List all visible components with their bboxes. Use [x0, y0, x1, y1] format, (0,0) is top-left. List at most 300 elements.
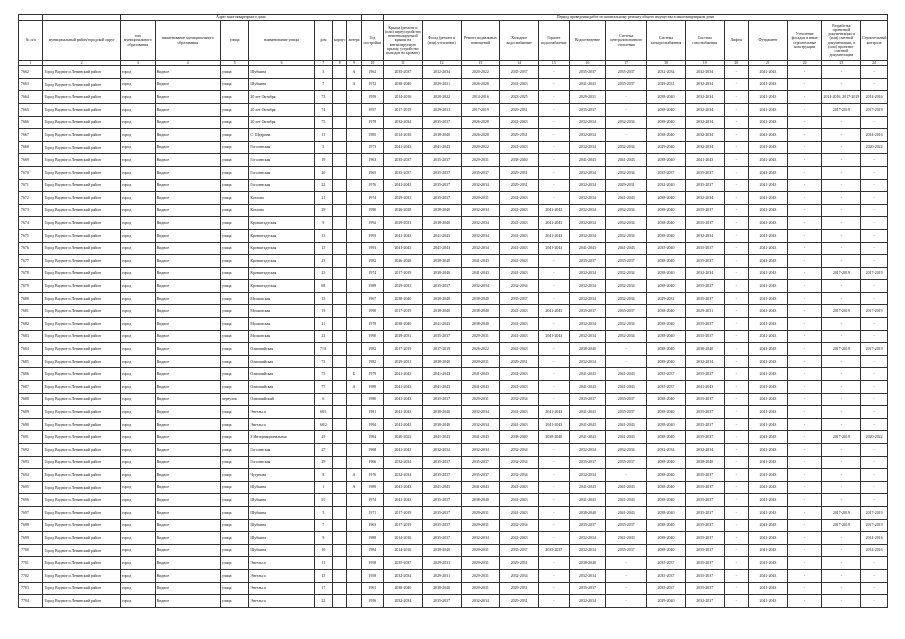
table-cell: город [120, 242, 155, 255]
table-cell: - [724, 204, 748, 217]
table-row [19, 532, 888, 545]
table-row [19, 280, 888, 293]
table-cell: город [120, 141, 155, 154]
table-cell [347, 418, 361, 431]
table-cell: 2038-2040 [647, 544, 686, 557]
schedule-table [18, 14, 888, 608]
table-cell: - [724, 456, 748, 469]
table-cell: 7677 [19, 255, 43, 268]
table-cell: Видное [155, 418, 220, 431]
table-cell: 7663 [19, 78, 43, 91]
table-cell: 2017-2019 [384, 103, 423, 116]
table-cell: город [120, 116, 155, 129]
table-cell: 2035-2037 [569, 456, 606, 469]
table-cell: 2041-2043 [749, 91, 788, 104]
table-cell: город [120, 318, 155, 331]
table-cell: - [822, 242, 861, 255]
table-cell: улица [220, 418, 249, 431]
column-header-row [19, 21, 888, 61]
table-cell: - [539, 116, 570, 129]
table-cell: город [120, 330, 155, 343]
table-cell: улица [220, 267, 249, 280]
table-cell: улица [220, 66, 249, 79]
table-cell: 2038-2040 [685, 456, 724, 469]
column-number: 23 [822, 61, 861, 66]
table-cell: улица [220, 154, 249, 167]
table-cell: - [539, 141, 570, 154]
table-cell: 2041-2043 [606, 192, 647, 205]
table-cell: улица [220, 494, 249, 507]
table-cell: 2032-2034 [461, 229, 500, 242]
table-cell: 7701 [19, 557, 43, 570]
table-cell: 2035-2037 [685, 217, 724, 230]
column-header: Фундамент [749, 21, 788, 61]
table-cell: 2035-2037 [685, 166, 724, 179]
table-cell: - [539, 368, 570, 381]
table-cell: улица [220, 406, 249, 419]
table-cell: 1967 [361, 292, 383, 305]
table-cell: 2035-2037 [569, 519, 606, 532]
table-cell [333, 595, 347, 608]
table-cell: 2032-2034 [685, 229, 724, 242]
table-cell: Московская [249, 330, 314, 343]
table-cell: 2041-2043 [606, 481, 647, 494]
table-cell: - [861, 154, 888, 167]
table-cell: 2035-2037 [461, 456, 500, 469]
table-cell: 1993 [361, 242, 383, 255]
table-cell: Б [347, 368, 361, 381]
table-cell: 2041-2043 [749, 406, 788, 419]
table-row [19, 469, 888, 482]
table-cell: 2038-2040 [422, 305, 461, 318]
table-cell: город [120, 506, 155, 519]
table-cell: город [120, 544, 155, 557]
table-cell: - [861, 66, 888, 79]
table-cell: Видное [155, 242, 220, 255]
table-row [19, 166, 888, 179]
table-cell: - [787, 204, 822, 217]
table-cell: 2038-2040 [500, 431, 539, 444]
table-cell [347, 166, 361, 179]
table-cell: улица [220, 192, 249, 205]
table-cell: Город Видное и Ленинский район [43, 406, 121, 419]
table-cell: 2029-2031 [461, 192, 500, 205]
table-row [19, 557, 888, 570]
table-cell [333, 154, 347, 167]
table-cell: - [822, 532, 861, 545]
table-cell: 2041-2043 [500, 141, 539, 154]
table-cell: 2035-2037 [685, 569, 724, 582]
table-cell: улица [220, 519, 249, 532]
table-cell: 2041-2043 [749, 595, 788, 608]
table-cell: 2041-2043 [685, 154, 724, 167]
table-cell: - [822, 557, 861, 570]
table-cell: 7696 [19, 494, 43, 507]
table-cell: - [787, 519, 822, 532]
table-cell: - [861, 481, 888, 494]
column-number: 20 [724, 61, 748, 66]
table-cell: 2038-2040 [647, 494, 686, 507]
table-cell: 2038-2040 [647, 305, 686, 318]
table-cell [333, 368, 347, 381]
table-cell: 2041-2043 [749, 141, 788, 154]
table-cell: улица [220, 292, 249, 305]
table-cell: 2041-2043 [461, 255, 500, 268]
table-cell: - [539, 582, 570, 595]
table-cell: - [724, 305, 748, 318]
table-cell: 1980 [361, 393, 383, 406]
column-header: Утепление фасадов и иные строительные конструкции [787, 21, 822, 61]
table-cell: 2035-2037 [500, 292, 539, 305]
table-cell [333, 469, 347, 482]
table-cell: - [724, 557, 748, 570]
table-cell: 2041-2043 [384, 444, 423, 457]
table-cell: Город Видное и Ленинский район [43, 292, 121, 305]
table-cell: Город Видное и Ленинский район [43, 557, 121, 570]
table-cell [347, 204, 361, 217]
table-cell: Видное [155, 141, 220, 154]
table-cell: Видное [155, 267, 220, 280]
table-cell: 2041-2043 [749, 204, 788, 217]
table-cell: 15 [314, 242, 332, 255]
table-cell: 2032-2034 [606, 444, 647, 457]
table-cell: 2032-2034 [461, 179, 500, 192]
table-cell: 2038-2040 [647, 532, 686, 545]
column-header: Горячее водоснабжение [539, 21, 570, 61]
table-cell: 16 [314, 544, 332, 557]
table-cell: - [822, 406, 861, 419]
table-cell: 1984 [361, 544, 383, 557]
table-cell [347, 506, 361, 519]
capital-repair-schedule-sheet [18, 14, 888, 608]
table-cell: - [861, 280, 888, 293]
table-cell: 1988 [361, 532, 383, 545]
table-cell: 2032-2034 [384, 569, 423, 582]
table-cell [347, 267, 361, 280]
column-header: Лифты [724, 21, 748, 61]
table-cell: - [724, 66, 748, 79]
table-cell: 2029-2031 [384, 217, 423, 230]
table-cell: Шубкина [249, 481, 314, 494]
group-header-periods: Период проведения работ по капитальному ремонту общего имущества в многоквартирном доме [384, 15, 888, 21]
table-cell: 2041-2043 [606, 506, 647, 519]
table-cell: - [787, 129, 822, 142]
table-cell: 2038-2040 [422, 544, 461, 557]
table-cell [333, 330, 347, 343]
table-cell: город [120, 393, 155, 406]
table-cell: - [787, 481, 822, 494]
table-cell: 2041-2043 [749, 343, 788, 356]
table-cell: 7 [314, 78, 332, 91]
table-cell: 2032-2034 [606, 330, 647, 343]
table-row [19, 141, 888, 154]
table-cell: 2032-2034 [606, 280, 647, 293]
table-cell: 2035-2037 [685, 469, 724, 482]
table-cell: 2038-2040 [647, 406, 686, 419]
table-cell: 2041-2043 [539, 204, 570, 217]
table-cell: - [606, 582, 647, 595]
table-cell: 1 [314, 481, 332, 494]
table-cell: 3 [314, 66, 332, 79]
table-cell: 2041-2043 [569, 494, 606, 507]
table-cell: 2038-2040 [647, 229, 686, 242]
table-cell [333, 381, 347, 394]
table-cell [347, 355, 361, 368]
table-cell: 2041-2043 [500, 368, 539, 381]
table-cell: город [120, 166, 155, 179]
table-cell: 2017-2019 [822, 343, 861, 356]
table-cell: - [539, 557, 570, 570]
column-header: Разработка проектной документации и (или) сметной документации, в (или) проектно-сметной документации [822, 21, 861, 61]
table-cell: Гоголевская [249, 166, 314, 179]
table-cell: 2032-2034 [461, 280, 500, 293]
table-row [19, 519, 888, 532]
table-cell: - [787, 229, 822, 242]
table-cell: 2029-2031 [461, 330, 500, 343]
table-cell: - [724, 267, 748, 280]
table-cell: 2035-2037 [422, 330, 461, 343]
group-header-address: Адрес многоквартирного дома [120, 15, 361, 21]
table-cell: 2041-2043 [384, 481, 423, 494]
column-header: наименование улицы [249, 21, 314, 61]
table-cell: 9 [314, 532, 332, 545]
table-cell: 2029-2031 [461, 582, 500, 595]
table-cell: 2020-2022 [861, 431, 888, 444]
table-cell: 2038-2040 [647, 129, 686, 142]
table-cell: 17 [314, 582, 332, 595]
table-cell: 2041-2043 [749, 103, 788, 116]
table-cell: город [120, 444, 155, 457]
table-cell: 2017-2019 [822, 267, 861, 280]
table-cell: Шубкина [249, 544, 314, 557]
table-cell: - [724, 242, 748, 255]
column-header: Фасад (ремонт и (или) утепление) [422, 21, 461, 61]
table-cell: Город Видное и Ленинский район [43, 103, 121, 116]
table-cell: 2035-2037 [685, 292, 724, 305]
column-number: 3 [120, 61, 155, 66]
table-cell: Кронштадтская [249, 229, 314, 242]
table-cell: 2035-2037 [422, 154, 461, 167]
table-cell: 19 [314, 154, 332, 167]
table-cell [333, 494, 347, 507]
table-cell: 2041-2043 [749, 78, 788, 91]
table-cell: 6 [314, 393, 332, 406]
table-cell: 2041-2043 [500, 217, 539, 230]
table-cell: 2038-2040 [647, 318, 686, 331]
table-cell: 2041-2043 [749, 519, 788, 532]
table-cell: 7673 [19, 204, 43, 217]
table-cell: 2041-2043 [749, 431, 788, 444]
table-cell: - [787, 532, 822, 545]
table-cell: - [822, 141, 861, 154]
column-number: 7 [314, 61, 332, 66]
table-cell: 2035-2037 [384, 166, 423, 179]
table-cell: - [787, 494, 822, 507]
table-cell: улица [220, 569, 249, 582]
table-cell: 29 [314, 456, 332, 469]
table-cell: Город Видное и Ленинский район [43, 381, 121, 394]
table-cell: Город Видное и Ленинский район [43, 368, 121, 381]
table-cell: 2029-2031 [461, 506, 500, 519]
table-cell: - [861, 355, 888, 368]
table-row [19, 582, 888, 595]
table-cell: 2041-2043 [500, 506, 539, 519]
table-cell: 2035-2037 [606, 66, 647, 79]
table-cell: Город Видное и Ленинский район [43, 595, 121, 608]
table-cell: 2032-2034 [569, 166, 606, 179]
table-cell: 2035-2037 [422, 192, 461, 205]
table-cell: 2032-2034 [569, 292, 606, 305]
table-cell: - [787, 305, 822, 318]
table-cell: 2035-2037 [384, 66, 423, 79]
table-cell [347, 431, 361, 444]
table-cell: 2026-2028 [384, 204, 423, 217]
table-cell: 21 [314, 318, 332, 331]
column-header: Ремонт подвальных помещений [461, 21, 500, 61]
table-cell: улица [220, 129, 249, 142]
table-cell: Гоголевская [249, 154, 314, 167]
table-cell: 1974 [361, 192, 383, 205]
table-cell: Видное [155, 154, 220, 167]
table-cell: город [120, 557, 155, 570]
table-cell: - [724, 192, 748, 205]
table-cell: 1982 [361, 343, 383, 356]
table-cell: 20 лет Октября [249, 103, 314, 116]
table-cell: город [120, 204, 155, 217]
table-cell: 2032-2034 [461, 418, 500, 431]
table-cell: - [822, 229, 861, 242]
table-cell: 2035-2037 [422, 393, 461, 406]
table-cell: 2041-2043 [569, 368, 606, 381]
table-cell: - [822, 569, 861, 582]
table-cell: 1959 [361, 91, 383, 104]
table-cell: Энгельса [249, 418, 314, 431]
table-cell: Город Видное и Ленинский район [43, 217, 121, 230]
table-cell: 2041-2043 [422, 141, 461, 154]
table-cell: - [822, 179, 861, 192]
table-cell: 1990 [361, 305, 383, 318]
table-cell: 2032-2034 [569, 532, 606, 545]
table-cell: Видное [155, 406, 220, 419]
table-cell: - [606, 355, 647, 368]
table-cell: Шубкина [249, 506, 314, 519]
table-cell: Видное [155, 318, 220, 331]
table-cell: 2035-2037 [606, 406, 647, 419]
table-cell: Шубкина [249, 66, 314, 79]
table-cell: - [606, 595, 647, 608]
table-cell: 2035-2037 [422, 179, 461, 192]
table-cell: 2038-2040 [647, 204, 686, 217]
table-cell: Город Видное и Ленинский район [43, 418, 121, 431]
table-cell: 1989 [361, 280, 383, 293]
table-cell [333, 267, 347, 280]
table-cell: 2041-2043 [384, 242, 423, 255]
table-cell: 2041-2043 [422, 481, 461, 494]
table-cell: Московская [249, 318, 314, 331]
table-cell: 2041-2043 [749, 418, 788, 431]
table-cell: 2041-2043 [569, 78, 606, 91]
table-cell [333, 229, 347, 242]
table-cell [333, 242, 347, 255]
table-cell: 2035-2037 [422, 456, 461, 469]
table-cell: 2041-2043 [539, 242, 570, 255]
table-cell: Видное [155, 381, 220, 394]
table-cell: 2029-2031 [422, 78, 461, 91]
table-cell: 2038-2040 [685, 343, 724, 356]
table-row [19, 192, 888, 205]
table-cell: улица [220, 444, 249, 457]
table-cell: Видное [155, 292, 220, 305]
column-header: корпус [333, 21, 347, 61]
table-cell: Город Видное и Ленинский район [43, 305, 121, 318]
table-cell: - [724, 141, 748, 154]
table-cell: 2041-2043 [461, 481, 500, 494]
table-cell: 2035-2037 [422, 280, 461, 293]
table-cell: 2035-2037 [606, 255, 647, 268]
table-cell: 2029-2031 [500, 582, 539, 595]
table-cell: 2041-2043 [461, 267, 500, 280]
table-cell: - [606, 129, 647, 142]
table-cell: город [120, 406, 155, 419]
table-cell: 2041-2043 [749, 66, 788, 79]
table-cell: 2035-2037 [685, 557, 724, 570]
table-cell: 2035-2037 [685, 242, 724, 255]
table-cell: 2017-2019 [384, 506, 423, 519]
table-cell: 2035-2037 [685, 494, 724, 507]
table-cell: 2035-2037 [569, 103, 606, 116]
table-cell: 2035-2037 [685, 431, 724, 444]
table-cell: - [787, 318, 822, 331]
table-cell: З Интернациональная [249, 431, 314, 444]
table-cell: 2038-2040 [422, 129, 461, 142]
table-cell: 2017-2019 [422, 343, 461, 356]
table-cell: 2038-2040 [647, 280, 686, 293]
table-cell: 15 [314, 569, 332, 582]
table-cell: 2041-2043 [422, 318, 461, 331]
table-cell: 2041-2043 [500, 305, 539, 318]
table-cell: улица [220, 595, 249, 608]
table-cell: 2029-2031 [500, 166, 539, 179]
table-cell: Видное [155, 330, 220, 343]
table-cell: 2035-2037 [685, 519, 724, 532]
table-cell: - [724, 103, 748, 116]
table-cell: 1974 [361, 494, 383, 507]
table-cell: 2032-2034 [500, 444, 539, 457]
column-number: 16 [569, 61, 606, 66]
table-cell: 2041-2043 [569, 154, 606, 167]
table-cell: город [120, 103, 155, 116]
table-cell: 2017-2019 [822, 305, 861, 318]
table-cell: Козлова [249, 204, 314, 217]
table-cell [333, 192, 347, 205]
table-cell: 2041-2043 [384, 229, 423, 242]
table-cell: улица [220, 305, 249, 318]
table-cell: Город Видное и Ленинский район [43, 582, 121, 595]
table-cell: город [120, 381, 155, 394]
table-cell: 7667 [19, 129, 43, 142]
table-cell: 2038-2040 [647, 330, 686, 343]
table-cell: 7698 [19, 519, 43, 532]
table-cell: 7683 [19, 330, 43, 343]
table-cell: 7678 [19, 267, 43, 280]
table-cell: 2041-2043 [749, 280, 788, 293]
table-cell: 1972 [361, 78, 383, 91]
table-cell: Видное [155, 595, 220, 608]
table-cell: А [347, 78, 361, 91]
table-cell: - [861, 116, 888, 129]
table-cell: Видное [155, 582, 220, 595]
table-cell: - [724, 91, 748, 104]
